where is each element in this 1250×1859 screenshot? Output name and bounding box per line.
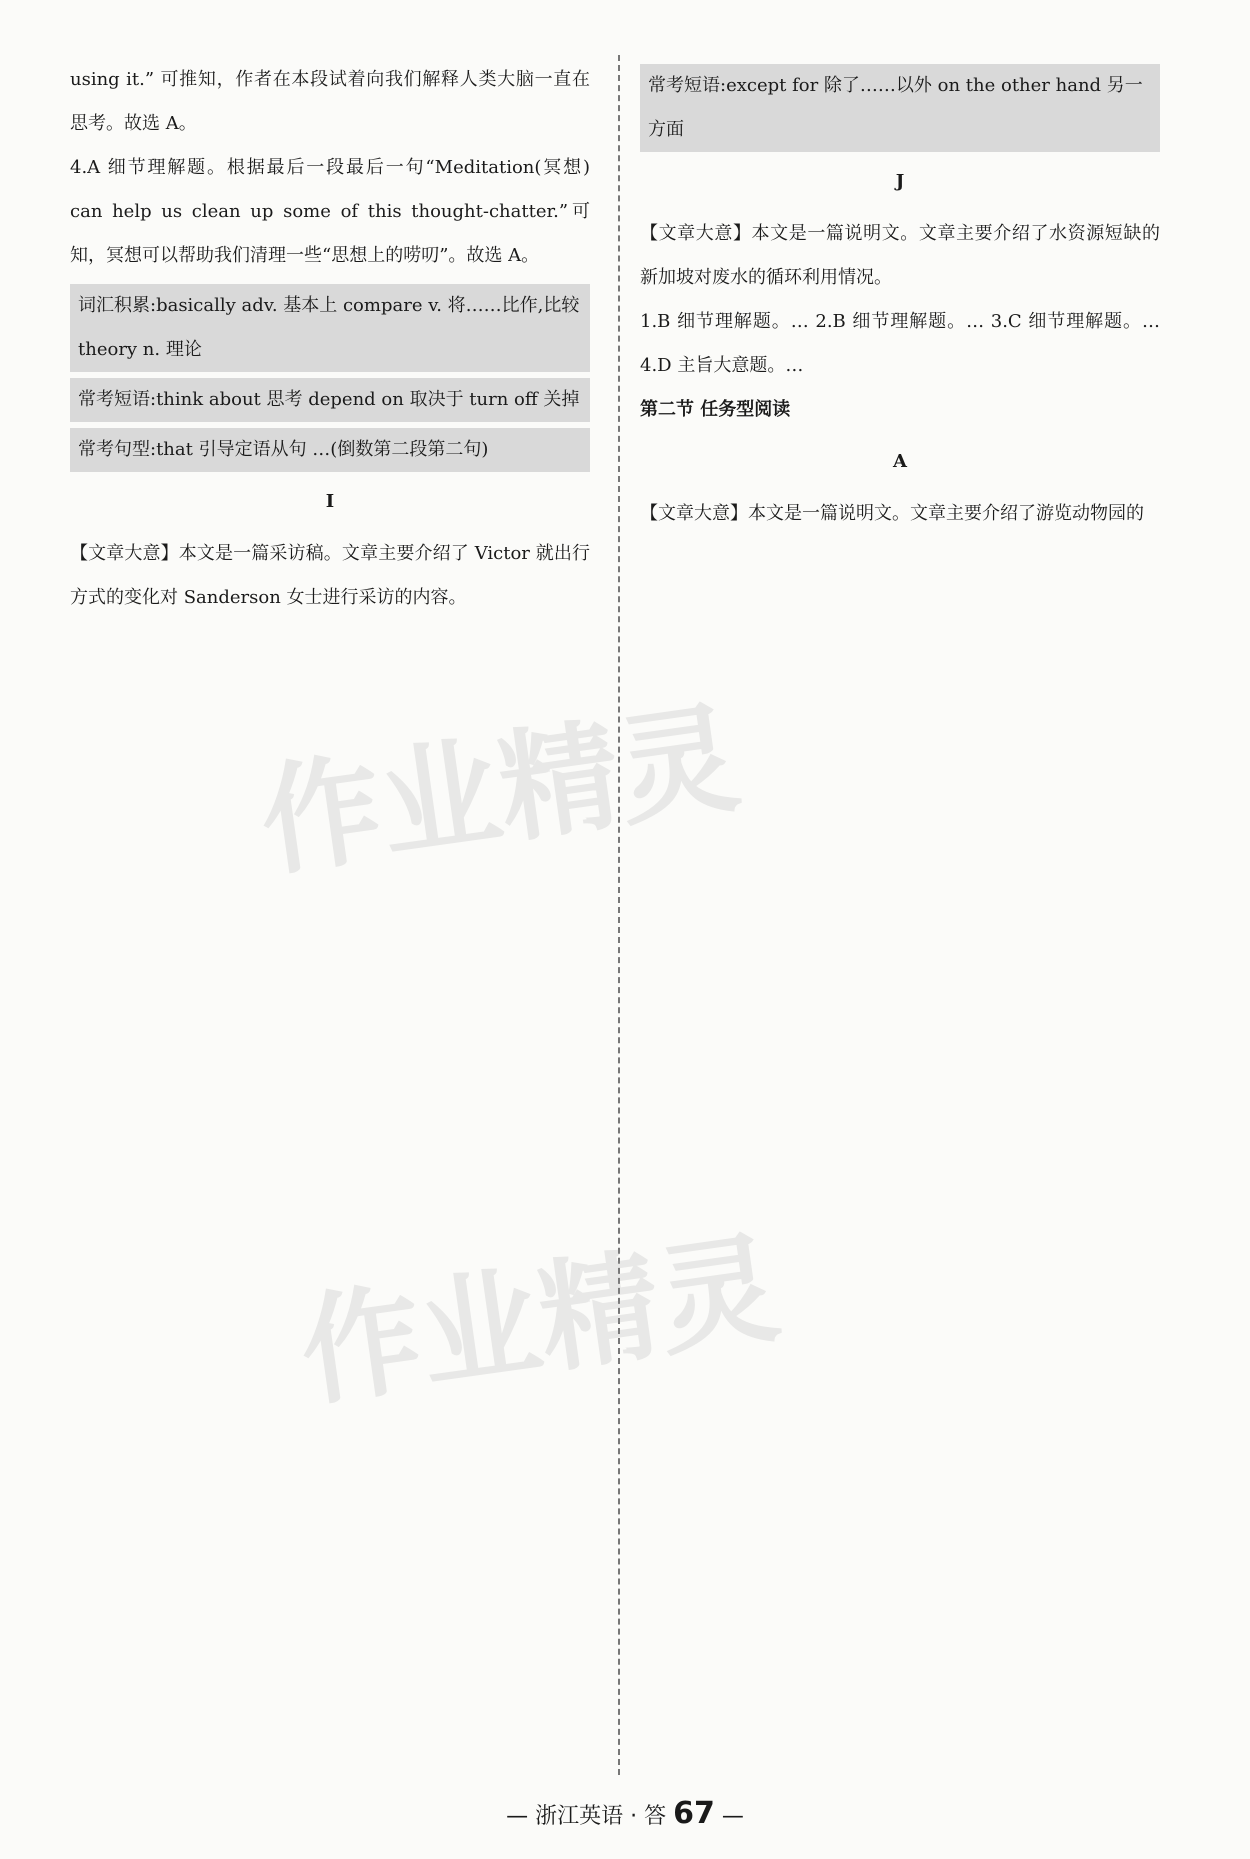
footer-prefix: — 浙江英语 · 答 [506, 1804, 667, 1829]
summary-i: 【文章大意】本文是一篇采访稿。文章主要介绍了 Victor 就出行方式的变化对 Sanderson 女士进行采访的内容。 [70, 543, 590, 608]
summary-a: 【文章大意】本文是一篇说明文。文章主要介绍了游览动物园的 [640, 503, 1144, 524]
section-a: A [893, 451, 907, 472]
phrases-box: 常考短语:think about 思考 depend on 取决于 turn off 关掉 [70, 378, 590, 422]
page-number: 67 [673, 1796, 715, 1831]
intro-text: using it.” 可推知，作者在本段试着向我们解释人类大脑一直在思考。故选 A。 [70, 69, 590, 134]
section-i: I [325, 491, 335, 512]
footer-suffix: — [721, 1804, 744, 1829]
right-column [640, 58, 1160, 536]
section-2-title: 第二节 任务型阅读 [640, 399, 791, 420]
sentence-box: 常考句型:that 引导定语从句 …(倒数第二段第二句) [70, 428, 590, 472]
vocab-box: 词汇积累:basically adv. 基本上 compare v. 将……比作,比较 theory n. 理论 [70, 284, 590, 372]
section-j: J [895, 171, 905, 192]
watermark-bottom: 作业精灵 [292, 1219, 788, 1424]
answer-4a: 4.A 细节理解题。根据最后一段最后一句“Meditation(冥想) can help us clean up some of this thought-chatter.”可知，冥想可以帮助我们清理一些“思想上的唠叨”。故选 A。 [70, 157, 590, 266]
page-footer [0, 1792, 1250, 1839]
phrase-box: 常考短语:except for 除了……以外 on the other hand 另一方面 [640, 64, 1160, 152]
summary-j: 【文章大意】本文是一篇说明文。文章主要介绍了水资源短缺的新加坡对废水的循环利用情况。 [640, 223, 1160, 288]
watermark-top: 作业精灵 [252, 689, 748, 894]
answers-j: 1.B 细节理解题。… 2.B 细节理解题。… 3.C 细节理解题。… 4.D 主旨大意题。… [640, 311, 1160, 376]
left-column [70, 58, 590, 620]
column-divider [618, 55, 620, 1775]
